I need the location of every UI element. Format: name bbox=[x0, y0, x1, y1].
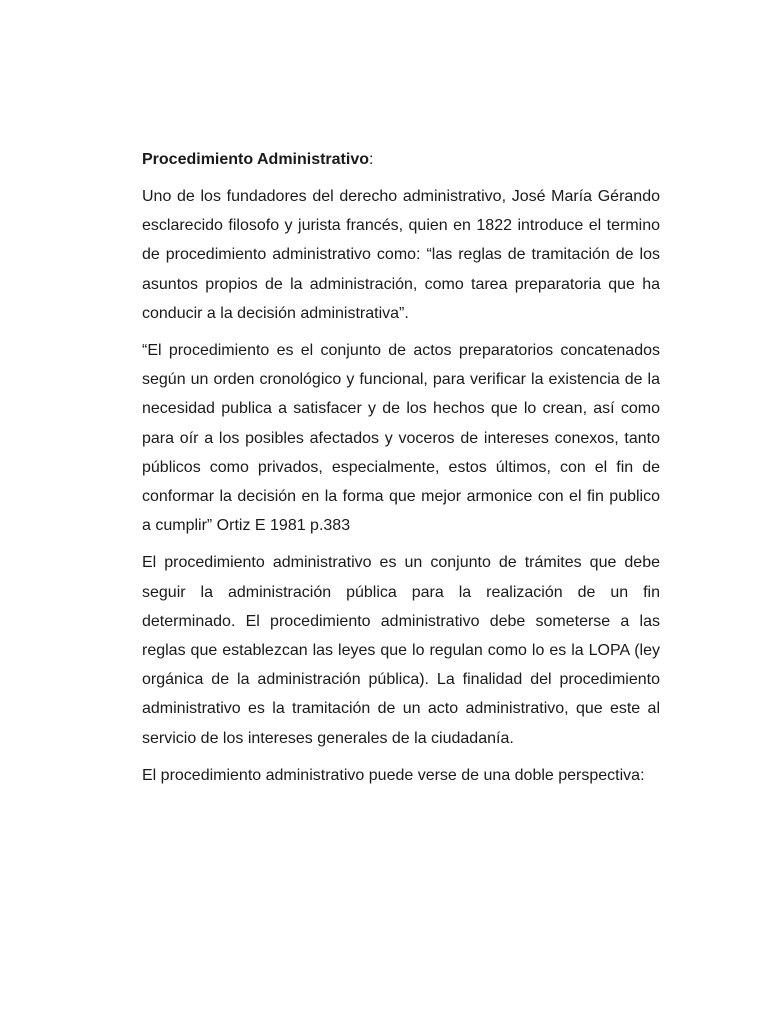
paragraph-lopa-definition: El procedimiento administrativo es un conjunto de trámites que debe seguir la administración pública para la realización de un fin determinado. El procedimiento administrativo debe someterse a las reglas que establezcan las leyes que lo regulan como lo es la LOPA (ley orgánica de la administración pública). La finalidad del procedimiento administrativo es la tramitación de un acto administrativo, que este al servicio de los intereses generales de la ciudadanía. bbox=[142, 554, 660, 747]
paragraph-ortiz-quote: “El procedimiento es el conjunto de actos preparatorios concatenados según un orden cronológico y funcional, para verificar la existencia de la necesidad publica a satisfacer y de los hechos que lo crean, así como para oír a los posibles afectados y voceros de intereses conexos, tanto públicos como privados, especialmente, estos últimos, con el fin de conformar la decisión en la forma que mejor armonice con el fin publico a cumplir” Ortiz E 1981 p.383 bbox=[142, 342, 660, 535]
document-body bbox=[142, 145, 660, 798]
paragraph-double-perspective: El procedimiento administrativo puede verse de una doble perspectiva: bbox=[142, 766, 645, 784]
section-heading bbox=[142, 145, 660, 174]
paragraph-gerando-definition: Uno de los fundadores del derecho administrativo, José María Gérando esclarecido filosofo y jurista francés, quien en 1822 introduce el termino de procedimiento administrativo como: “las reglas de tramitación de los asuntos propios de la administración, como tarea preparatoria que ha conducir a la decisión administrativa”. bbox=[142, 188, 660, 322]
section-heading-title: Procedimiento Administrativo bbox=[142, 151, 369, 168]
section-heading-colon: : bbox=[369, 151, 374, 168]
